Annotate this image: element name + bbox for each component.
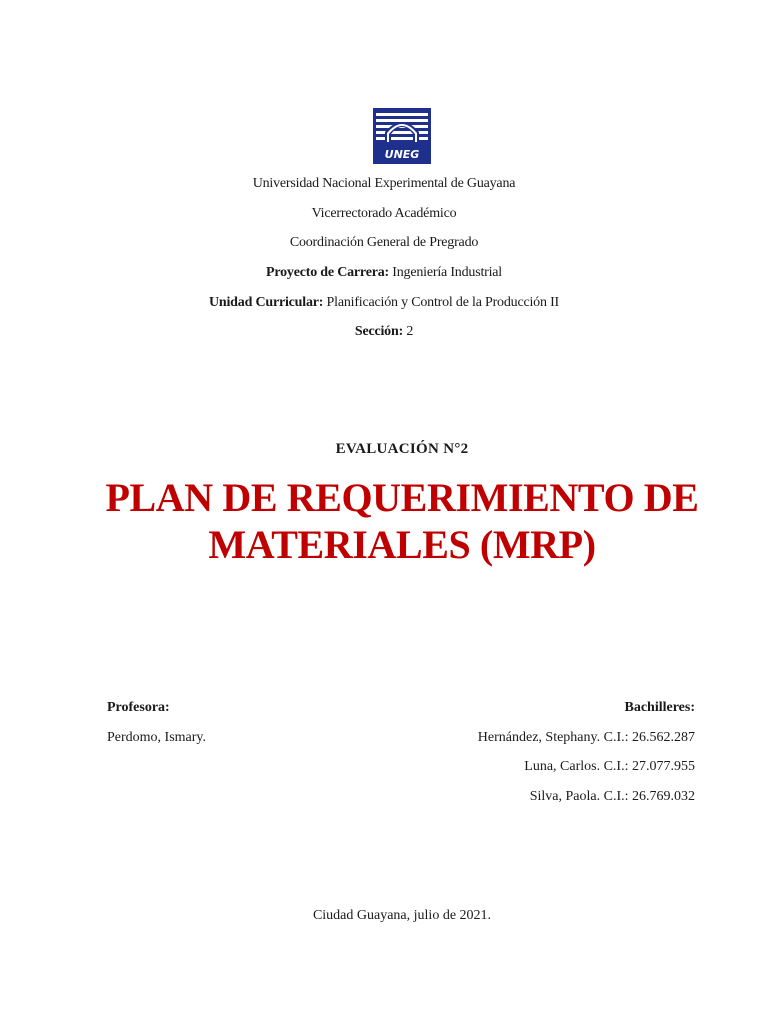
student-item: Hernández, Stephany. C.I.: 26.562.287 xyxy=(477,730,695,745)
course-label: Unidad Curricular: xyxy=(209,295,324,310)
career-value: Ingeniería Industrial xyxy=(388,265,502,280)
professor-name: Perdomo, Ismary. xyxy=(107,730,207,745)
students-label: Bachilleres: xyxy=(624,700,695,715)
place-date: Ciudad Guayana, julio de 2021. xyxy=(312,908,492,923)
evaluation-heading: EVALUACIÓN N°2 xyxy=(335,441,469,457)
title-line-2: MATERIALES (MRP) xyxy=(208,522,596,567)
course-value: Planificación y Control de la Producción II xyxy=(323,295,559,310)
section-label: Sección: xyxy=(354,324,404,339)
student-item: Silva, Paola. C.I.: 26.769.032 xyxy=(529,789,695,804)
course-line xyxy=(0,294,768,312)
vice-rectorate: Vicerrectorado Académico xyxy=(311,206,457,221)
career-line xyxy=(0,264,768,282)
uneg-logo xyxy=(373,108,431,164)
career-label: Proyecto de Carrera: xyxy=(266,265,389,280)
title-line-1: PLAN DE REQUERIMIENTO DE xyxy=(105,475,699,520)
student-item: Luna, Carlos. C.I.: 27.077.955 xyxy=(524,759,695,774)
logo-text: UNEG xyxy=(384,148,420,161)
section-value: 2 xyxy=(403,324,414,339)
coordination: Coordinación General de Pregrado xyxy=(289,235,479,250)
section-line xyxy=(0,323,768,341)
professor-label: Profesora: xyxy=(107,700,170,715)
university-name: Universidad Nacional Experimental de Guayana xyxy=(252,176,516,191)
